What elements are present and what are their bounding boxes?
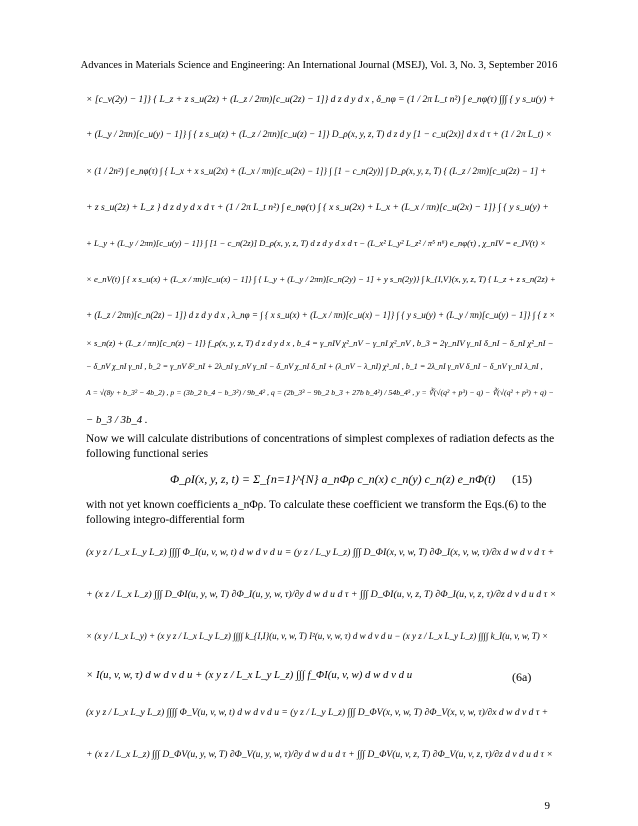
equation-line: + L_y + (L_y / 2πn)[c_u(y) − 1]} ∫ [1 − c_n(2z)] D_ρ(x, y, z, T) d z d y d x d τ − (L_x² L_y² L_z² / π⁵ n⁶) e_nφ(τ) , χ_nIV = e_IV(t) × — [86, 238, 546, 248]
equation-line: − b_3 / 3b_4 . — [86, 414, 148, 426]
equation-line: × e_nV(t) ∫ { x s_u(x) + (L_x / πn)[c_u(x) − 1]} ∫ { L_y + (L_y / 2πn)[c_n(2y) − 1] + y s_n(2y)} ∫ k_{I,V}(x, y, z, T) { L_z + z s_n(2z) + — [86, 274, 556, 284]
equation-line: × [c_v(2y) − 1]} { L_z + z s_u(2z) + (L_z / 2πn)[c_u(2z) − 1]} d z d y d x , δ_nφ = (1 / 2π L_t n²) ∫ e_nφ(τ) ∫∫∫ { y s_u(y) + — [86, 94, 556, 105]
equation-line: (x y z / L_x L_y L_z) ∫∫∫∫ Φ_I(u, v, w, t) d w d v d u = (y z / L_y L_z) ∫∫∫ D_ΦI(x, v, w, T) ∂Φ_I(x, v, w, τ)/∂x d w d v d τ + — [86, 547, 555, 558]
equation-number: (6a) — [512, 670, 532, 684]
equation-line: × s_n(z) + (L_z / πn)[c_n(z) − 1]} f_ρ(x, y, z, T) d z d y d x , b_4 = γ_nIV χ²_nV − γ_nI χ²_nV , b_3 = 2γ_nIV γ_nI δ_nI − δ_nI χ²_nI − — [86, 338, 554, 348]
equation-line: × I(u, v, w, τ) d w d v d u + (x y z / L_x L_y L_z) ∫∫∫ f_ΦI(u, v, w) d w d v d u — [86, 669, 413, 681]
page-number: 9 — [544, 800, 550, 812]
equation-line: + z s_u(2z) + L_z } d z d y d x d τ + (1 / 2π L_t n²) ∫ e_nφ(τ) ∫ { x s_u(2x) + L_x + (L_x / πn)[c_u(2x) − 1]} ∫ { y s_u(y) + — [86, 202, 549, 213]
journal-header: Advances in Materials Science and Engineering: An International Journal (MSEJ), Vol. 3, No. 3, September 2016 — [80, 60, 558, 71]
equation-line: + (L_z / 2πn)[c_n(2z) − 1]} d z d y d x , λ_nφ = ∫ { x s_u(x) + (L_x / πn)[c_u(x) − 1]} ∫ { y s_u(y) + (L_y / πn)[c_u(y) − 1]} ∫ { z × — [86, 310, 556, 320]
equation-line: + (L_y / 2πn)[c_u(y) − 1]} ∫ { z s_u(z) + (L_z / 2πn)[c_u(z) − 1]} D_ρ(x, y, z, T) d z d y [1 − c_u(2x)] d x d τ + (1 / 2π L_t) × — [86, 130, 552, 140]
equation-15: Φ_ρI(x, y, z, t) = Σ_{n=1}^{N} a_nΦρ c_n(x) c_n(y) c_n(z) e_nΦ(t) — [170, 472, 496, 486]
paragraph: Now we will calculate distributions of concentrations of simplest complexes of radiation defects as the following functional series — [86, 433, 555, 460]
equation-line: × (1 / 2n²) ∫ e_nφ(τ) ∫ { L_x + x s_u(2x) + (L_x / πn)[c_u(2x) − 1]} ∫ [1 − c_n(2y)] ∫ D_ρ(x, y, z, T) { (L_z / 2πn)[c_u(2z) − 1] + — [86, 166, 547, 176]
equation-line: (x y z / L_x L_y L_z) ∫∫∫∫ Φ_V(u, v, w, t) d w d v d u = (y z / L_y L_z) ∫∫∫ D_ΦV(x, v, w, T) ∂Φ_V(x, v, w, τ)/∂x d w d v d τ + — [86, 707, 549, 718]
equation-line: A = √(8y + b_3² − 4b_2) , p = (3b_2 b_4 − b_3²) / 9b_4² , q = (2b_3³ − 9b_2 b_3 + 27b b_4²) / 54b_4³ , y = ∛(√(q² + p³) − q) − ∛(√(q² + p³) + q) − — [86, 388, 554, 397]
equation-line: + (x z / L_x L_z) ∫∫∫ D_ΦV(u, y, w, T) ∂Φ_V(u, y, w, τ)/∂y d w d u d τ + ∫∫∫ D_ΦV(u, v, z, T) ∂Φ_V(u, v, z, τ)/∂z d v d u d τ × — [86, 749, 553, 760]
paragraph: with not yet known coefficients a_nΦρ. To calculate these coefficient we transform the Eqs.(6) to the following integro-differential form — [86, 499, 547, 526]
equation-line: + (x z / L_x L_z) ∫∫∫ D_ΦI(u, y, w, T) ∂Φ_I(u, y, w, τ)/∂y d w d u d τ + ∫∫∫ D_ΦI(u, v, z, T) ∂Φ_I(u, v, z, τ)/∂z d v d u d τ × — [86, 589, 557, 600]
equation-number: (15) — [512, 472, 532, 486]
equation-line: − δ_nV χ_nI γ_nI , b_2 = γ_nV δ²_nI + 2λ_nI γ_nV γ_nI − δ_nV χ_nI δ_nI + (λ_nV − λ_nI) χ²_nI , b_1 = 2λ_nI γ_nV δ_nI − δ_nV γ_nI λ_nI , — [86, 362, 543, 371]
equation-line: × (x y / L_x L_y) + (x y z / L_x L_y L_z) ∫∫∫∫ k_{I,I}(u, v, w, T) I²(u, v, w, τ) d w d v d u − (x y z / L_x L_y L_z) ∫∫∫∫ k_I(u, v, w, T) × — [86, 631, 549, 641]
